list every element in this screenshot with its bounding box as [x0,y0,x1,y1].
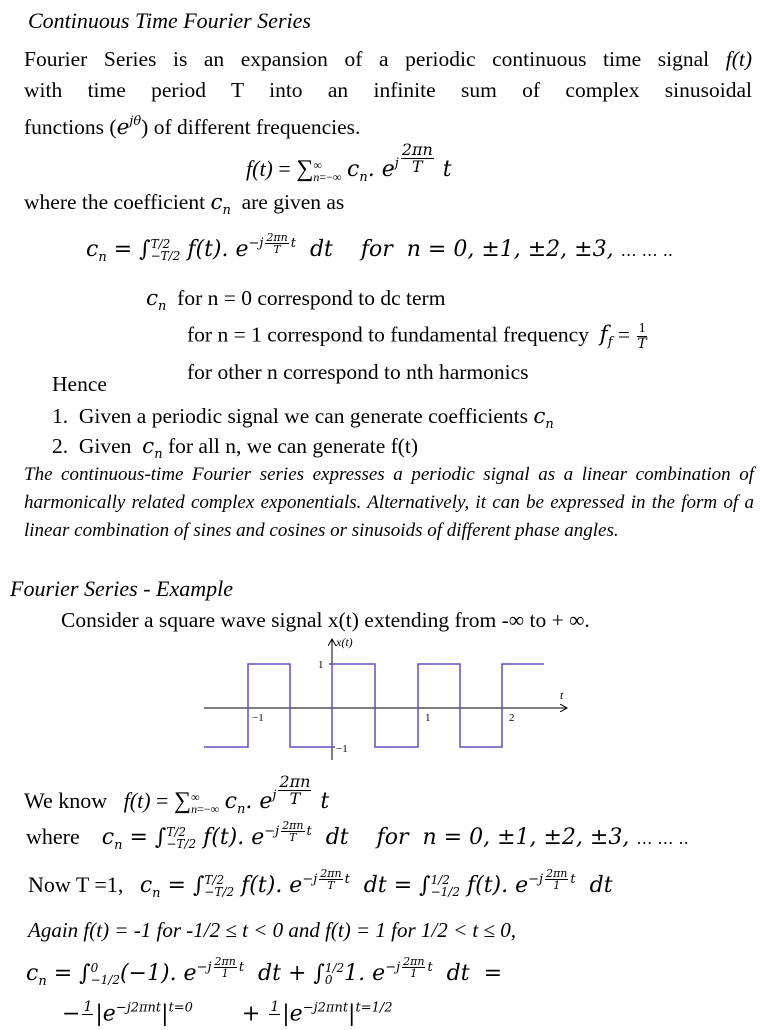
intro-line-3b: ) of different frequencies. [141,115,361,139]
cn-integral-equation: $c_n$ = ∫ T/2 −T/2 f(t). $e^{-j \frac{2\pi n}{T} t}$ dt for n = 0, ±1, ±2, ±3, … … .. [86,231,673,265]
cn-row-2-text: for n = 1 correspond to fundamental frequency [187,322,589,347]
square-wave-plot [196,634,576,768]
list-text-2a: Given [78,434,132,458]
cn-description-row-3: for other n correspond to nth harmonics [187,360,529,384]
now-t-equation: Now T =1, $c_n$ = ∫ T/2 −T/2 f(t). $e^{-j \frac{2\pi n}{T} t}$ dt = ∫ 1/2 −1/2 f(t). $e^{-j \frac{2\pi n}{1} t}$ dt [28,867,613,901]
list-num-2: 2. [52,434,69,458]
intro-paragraph [24,44,752,143]
example-title: Fourier Series - Example [10,576,233,601]
cn-description-row-1: $c_n$ for n = 0 correspond to dc term [146,286,446,314]
cn-description-row-2: for n = 1 correspond to fundamental frequency $f_f$ = $\frac{1}{T}$ [187,321,647,352]
where-label: where [26,824,80,849]
list-item-1: 1. Given a periodic signal we can generate coefficients $c_n$ [52,404,554,432]
complex-exponential: $e^{j\theta}$ [116,114,142,140]
x-tick-neg1: −1 [252,712,264,724]
intro-line-1: Fourier Series is an expansion of a periodic continuous time signal [24,47,710,71]
hence-label: Hence [52,372,107,396]
where-equation: where $c_n$ = ∫ T/2 −T/2 f(t). $e^{-j \frac{2\pi n}{T} t}$ dt for n = 0, ±1, ±2, ±3, … … .. [26,819,689,853]
now-t-label: Now T =1, [28,872,124,897]
intro-line-2: with time period T into an infinite sum of complex sinusoidal [24,78,752,102]
intro-ft: f(t) [725,47,753,71]
we-know-label: We know [24,788,108,813]
cn-evaluated-line: − 1 $|e^{-j2\pi nt}|^{t=0}$ + 1 $|e^{-j2\pi nt}|^{t=1/2}$ [62,999,393,1027]
coefficient-intro: where the coefficient $c_n$ are given as [24,190,345,218]
consider-sentence: Consider a square wave signal x(t) extending from -∞ to + ∞. [61,608,590,632]
we-know-equation: We know f(t) = ∑ ∞ n=−∞ $c_n$. $e^j$ $\frac{2\pi n}{T}$ t [24,772,330,817]
y-axis-label: x(t) [336,635,353,649]
again-statement: Again f(t) = -1 for -1/2 ≤ t < 0 and f(t) = 1 for 1/2 < t ≤ 0, [28,918,517,942]
coeff-text-a: where the coefficient [24,190,206,214]
x-axis-label: t [560,688,564,702]
list-item-2: 2. Given $c_n$ for all n, we can generate f(t) [52,434,419,462]
italic-summary-paragraph: The continuous-time Fourier series expresses a periodic signal as a linear combination of harmonically related complex exponentials. Alternatively, it can be expressed in the form of a linear combination of sines and cosines or sinusoids of different phase angles. [24,464,754,541]
x-tick-1: 1 [425,712,431,724]
y-tick-1: 1 [318,659,324,671]
x-tick-2: 2 [509,712,515,724]
coeff-text-b: are given as [241,190,345,214]
cn-split-integral: $c_n$ = ∫ 0 −1/2 (−1). $e^{-j \frac{2\pi n}{1} t}$ dt + ∫ 1/2 0 1. $e^{-j \frac{2\pi n}{1} t}$ dt = [26,955,503,989]
list-text-1: Given a periodic signal we can generate coefficients [78,404,528,428]
section-title: Continuous Time Fourier Series [28,8,311,33]
list-num-1: 1. [52,404,69,428]
list-text-2b: for all n, we can generate f(t) [167,434,419,458]
fourier-series-equation: f(t) = ∑ ∞ n=−∞ $c_n$. $e^j$ $\frac{2\pi n}{T}$ t [246,140,452,185]
intro-line-3a: functions ( [24,115,117,139]
cn-row-1-text: for n = 0 correspond to dc term [177,286,446,310]
square-wave-line [204,664,544,747]
y-tick-neg1: −1 [336,743,348,755]
